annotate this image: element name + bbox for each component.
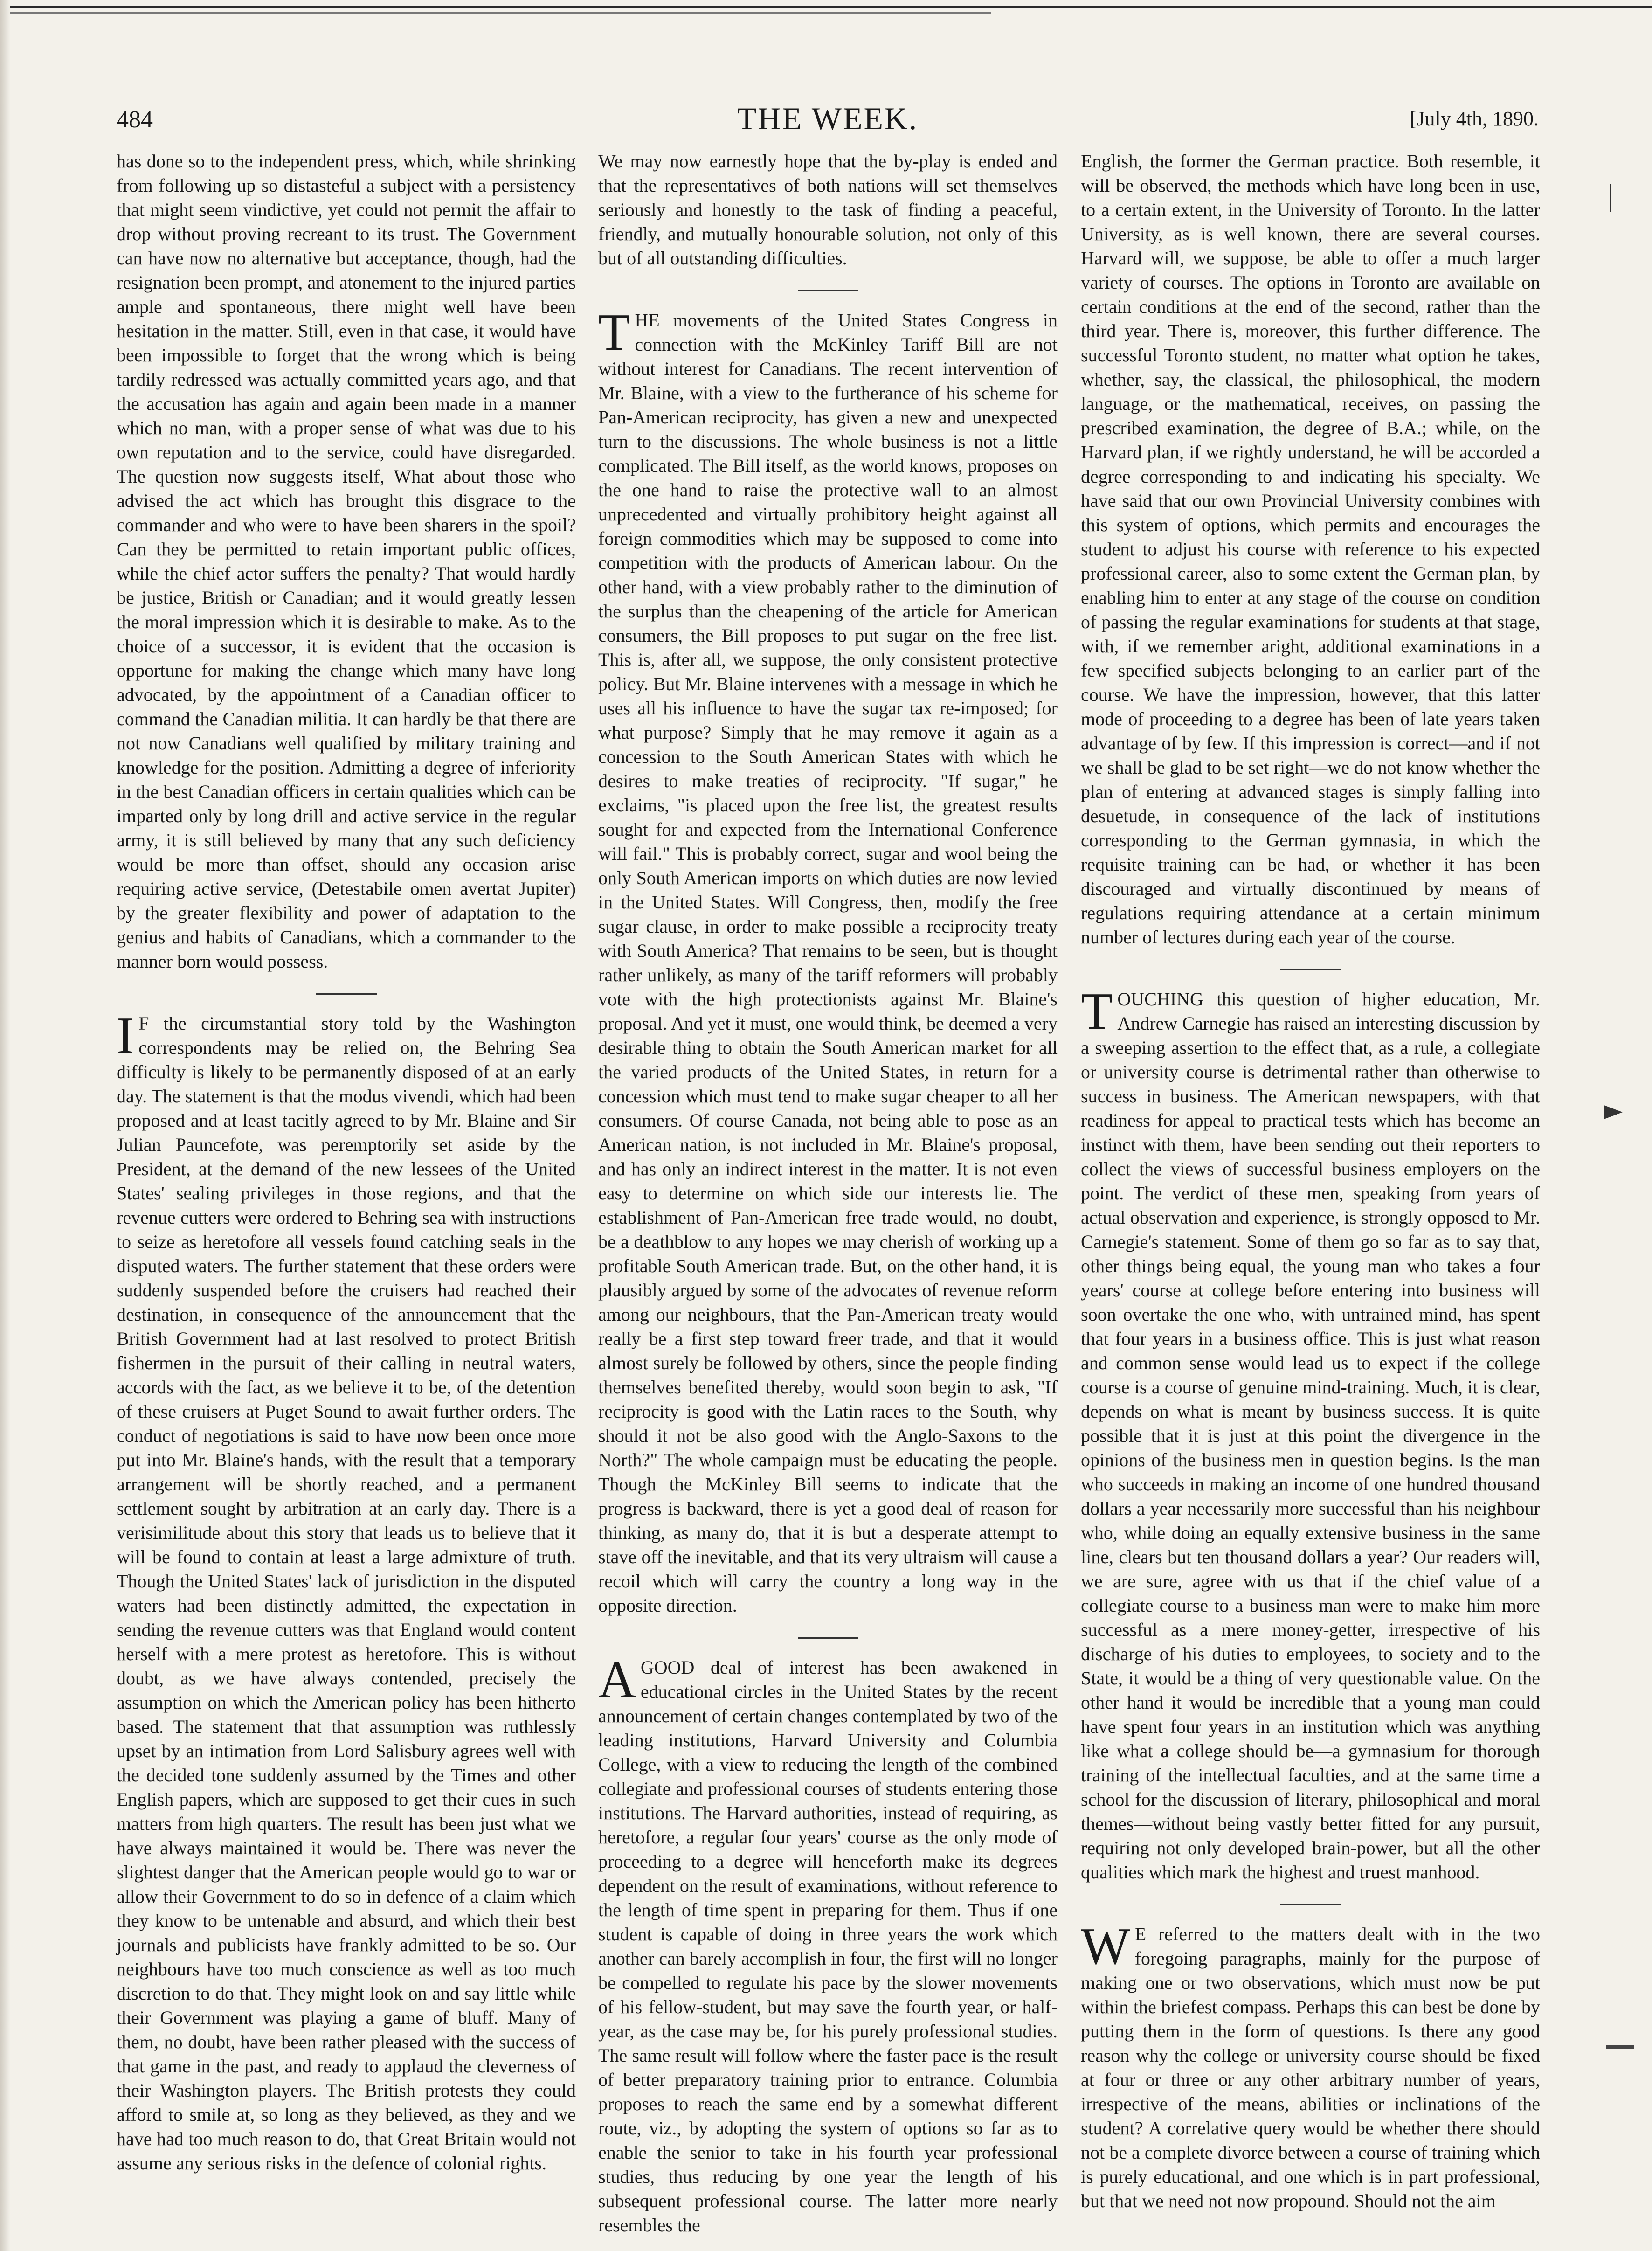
article-paragraph: English, the former the German practice. Both resemble, it will be observed, the methods which have long been in use, to a certain extent, in the University of Toronto. In the latter University, as is well known, there are several courses. Harvard will, we suppose, be able to offer a much larger variety of courses. The options in Toronto are available on certain conditions at the end of the second, rather than the third year. There is, moreover, this further difference. The successful Toronto student, no matter what option he takes, whether, say, the classical, the philosophical, the modern language, or the mathematical, receives, on passing the prescribed examination, the degree of B.A.; while, on the Harvard plan, if we rightly understand, he will be accorded a degree corresponding to and indicating his specialty. We have said that our own Provincial University combines with this system of options, which permits and encourages the student to adjust his course with reference to his expected professional career, also to some extent the German plan, by enabling him to enter at any stage of the course on condition of passing the regular examinations for students at that stage, with, if we remember aright, additional examinations in a few specified subjects belonging to an earlier part of the course. We have the impression, however, that this latter mode of proceeding to a degree has been of late years taken advantage of by few. If this impression is correct—and if not we shall be glad to be set right—we do not know whether the plan of entering at advanced stages is simply falling into desuetude, in consequence of the lack of institutions corresponding to the German gymnasia, in which the requisite training can be had, or whether it has been discouraged and virtually discontinued by means of regulations requiring attendance at a certain minimum number of lectures during each year of the course. bbox=[1081, 151, 1540, 948]
masthead-title: THE WEEK. bbox=[737, 101, 919, 136]
margin-mark bbox=[1604, 1105, 1623, 1119]
article-paragraph bbox=[598, 1651, 1058, 2237]
column-2 bbox=[598, 149, 1058, 2236]
drop-cap: I bbox=[117, 1007, 134, 1065]
top-border-line bbox=[0, 0, 1652, 19]
article-paragraph bbox=[117, 1007, 576, 2175]
drop-cap: T bbox=[1081, 983, 1113, 1040]
page-header bbox=[117, 100, 1539, 142]
drop-cap: T bbox=[598, 304, 630, 361]
page-left-edge bbox=[0, 0, 10, 2251]
paragraph-text: GOOD deal of interest has been awakened in educational circles in the United States by the recent announcement of certain changes contemplated by two of the leading institutions, Harvard University and Columbia College, with a view to reducing the length of the combined collegiate and professional courses of students entering those institutions. The Harvard authorities, instead of requiring, as heretofore, a regular four years' course as the only mode of proceeding to a degree will henceforth make its degrees dependent on the result of examinations, without reference to the length of time spent in preparing for them. Thus if one student is capable of doing in three years the work which another can barely accomplish in four, the first will no longer be compelled to regulate his pace by the slower movements of his fellow-student, but may save the fourth year, or half-year, as the case may be, for his purely professional studies. The same result will follow where the faster pace is the result of better preparatory training prior to entrance. Columbia proposes to reach the same end by a somewhat different route, viz., by adopting the system of options so far as to enable the senior to take in his fourth year professional studies, thus reducing by one year the length of his subsequent professional course. The latter more nearly resembles the bbox=[598, 1657, 1058, 2236]
paragraph-text: OUCHING this question of higher education, Mr. Andrew Carnegie has raised an interesting discussion by a sweeping assertion to the effect that, as a rule, a collegiate or university course is detrimental rather than otherwise to success in business. The American newspapers, with that readiness for appeal to practical tests which has become an instinct with them, have been sending out their reporters to collect the views of successful business employers on the point. The verdict of these men, speaking from years of actual observation and experience, is strongly opposed to Mr. Carnegie's statement. Some of them go so far as to say that, other things being equal, the young man who takes a four years' course at college before entering into business will soon overtake the one who, with untrained mind, has spent that four years in a business office. This is just what reason and common sense would lead us to expect if the college course is a course of genuine mind-training. Much, it is clear, depends on what is meant by business success. It is quite possible that it is just at this point the divergence in the opinions of the business men in question begins. Is the man who succeeds in making an income of one hundred thousand dollars a year necessarily more successful than his neighbour who, while doing an equally extensive business in the same line, clears but ten thousand dollars a year? Our readers will, we are sure, agree with us that if the chief value of a collegiate course to a business man were to make him more successful as a mere money-getter, irrespective of his discharge of his duties to employees, to society and to the State, it would be a thing of very questionable value. On the other hand it would be incredible that a young man could have spent four years in an institution which was anything like what a college should be—a gymnasium for thorough training of the intellectual faculties, and at the same time a school for the discussion of literary, philosophical and moral themes—without being vastly better fitted for any pursuit, requiring not only developed brain-power, but all the other qualities which mark the highest and truest manhood. bbox=[1081, 989, 1540, 1883]
section-divider bbox=[1280, 969, 1341, 970]
paragraph-text: F the circumstantial story told by the Washington correspondents may be relied on, the Behring Sea difficulty is likely to be permanently disposed of at an early day. The statement is that the modus vivendi, which had been proposed and at least tacitly agreed to by Mr. Blaine and Sir Julian Pauncefote, was peremptorily set aside by the President, at the demand of the new lessees of the United States' sealing privileges in those regions, and that the revenue cutters were ordered to Behring sea with instructions to seize as heretofore all vessels found catching seals in the disputed waters. The further statement that these orders were suddenly suspended before the cruisers had reached their destination, in consequence of the announcement that the British Government had at last resolved to protect British fishermen in the pursuit of their calling in neutral waters, accords with the fact, as we believe it to be, of the detention of these cruisers at Puget Sound to await further orders. The conduct of negotiations is said to have now been once more put into Mr. Blaine's hands, with the result that a temporary arrangement will be shortly reached, and a permanent settlement sought by arbitration at an early day. There is a verisimilitude about this story that leads us to believe that it will be found to contain at least a large admixture of truth. Though the United States' lack of jurisdiction in the disputed waters had been distinctly admitted, the expectation in sending the revenue cutters was that England would content herself with a mere protest as heretofore. This is without doubt, as we have always contended, precisely the assumption on which the American policy has been hitherto based. The statement that that assumption was ruthlessly upset by an intimation from Lord Salisbury agrees well with the decided tone suddenly assumed by the Times and other English papers, which are supposed to get their cues in such matters from high quarters. The result has been just what we have always maintained it would be. There was never the slightest danger that the American people would go to war or allow their Government to do so in defence of a claim which they know to be untenable and absurd, and which their best journals and publicists have frankly admitted to be so. Our neighbours have too much conscience as well as too much discretion to do that. They might look on and say little while their Government was playing a game of bluff. Many of them, no doubt, have been rather pleased with the success of that game in the past, and ready to applaud the cleverness of their Washington players. The British protests they could afford to smile at, so long as they believed, as they and we have had too much reason to do, that Great Britain would not assume any serious risks in the defence of colonial rights. bbox=[117, 1013, 576, 2174]
page-number: 484 bbox=[117, 106, 153, 133]
article-paragraph bbox=[1081, 983, 1540, 1884]
paragraph-text: HE movements of the United States Congress in connection with the McKinley Tariff Bill are not without interest for Canadians. The recent intervention of Mr. Blaine, with a view to the furtherance of his scheme for Pan-American reciprocity, has given a new and unexpected turn to the discussions. The whole business is not a little complicated. The Bill itself, as the world knows, proposes on the one hand to raise the protective wall to an almost unprecedented and virtually prohibitory height against all foreign commodities which may be supposed to come into competition with the products of American labour. On the other hand, with a view probably rather to the diminution of the surplus than the cheapening of the article for American consumers, the Bill proposes to put sugar on the free list. This is, after all, we suppose, the only consistent protective policy. But Mr. Blaine intervenes with a message in which he uses all his influence to have the sugar tax re-imposed; for what purpose? Simply that he may remove it again as a concession to the South American States with which he desires to make treaties of reciprocity. "If sugar," he exclaims, "is placed upon the free list, the greatest results sought for and expected from the International Conference will fail." This is probably correct, sugar and wool being the only South American imports on which duties are now levied in the United States. Will Congress, then, modify the free sugar clause, in order to make possible a reciprocity treaty with South America? That remains to be seen, but is thought rather unlikely, as many of the tariff reformers will probably vote with the high protectionists against Mr. Blaine's proposal. And yet it must, one would think, be deemed a very desirable thing to obtain the South American market for all the varied products of the United States, in return for a concession which must tend to make sugar cheaper to all her consumers. Of course Canada, not being able to pose as an American nation, is not included in Mr. Blaine's proposal, and has only an indirect interest in the matter. It is not even easy to determine on which side our interests lie. The establishment of Pan-American free trade would, no doubt, be a deathblow to any hopes we may cherish of working up a profitable South American trade. But, on the other hand, it is plausibly argued by some of the advocates of revenue reform among our neighbours, that the Pan-American treaty would really be a first step toward freer trade, and that it would almost surely be followed by others, since the people finding themselves benefited thereby, would soon begin to ask, "If reciprocity is good with the Latin races to the South, why should it not be also good with the Anglo-Saxons to the North?" The whole campaign must be educating the people. Though the McKinley Bill seems to indicate that the progress is backward, there is yet a good deal of reason for thinking, as many do, that it is but a desperate attempt to stave off the inevitable, and that its very ultraism will cause a recoil which will carry the country a long way in the opposite direction. bbox=[598, 310, 1058, 1616]
margin-mark bbox=[1606, 2045, 1634, 2049]
paragraph-text: E referred to the matters dealt with in the two foregoing paragraphs, mainly for the purpose of making one or two observations, which must now be put within the briefest compass. Perhaps this can best be done by putting them in the form of questions. Is there any good reason why the college or university course should be fixed at four or three or any other arbitrary number of years, irrespective of the means, abilities or inclinations of the student? A correlative query would be whether there should not be a complete divorce between a course of training which is purely educational, and one which is in part professional, but that we need not now propound. Should not the aim bbox=[1081, 1924, 1540, 2211]
column-1 bbox=[117, 149, 576, 2220]
section-divider bbox=[798, 1637, 858, 1639]
column-3 bbox=[1081, 149, 1540, 2220]
margin-mark bbox=[1610, 184, 1619, 212]
section-divider bbox=[316, 993, 377, 995]
drop-cap: A bbox=[598, 1651, 636, 1709]
section-divider bbox=[798, 290, 858, 291]
article-paragraph: has done so to the independent press, which, while shrinking from following up so distasteful a subject with a persistency that might seem vindictive, yet could not permit the affair to drop without proving recreant to its trust. The Government can have now no alternative but acceptance, though, had the resignation been prompt, and atonement to the injured parties ample and spontaneous, there might well have been hesitation in the matter. Still, even in that case, it would have been impossible to forget that the wrong which is being tardily redressed was actually committed years ago, and that the accusation has again and again been made in a manner which no man, with a proper sense of what was due to his own reputation and to the service, could have disregarded. The question now suggests itself, What about those who advised the act which has brought this disgrace to the commander and who were to have been sharers in the spoil? Can they be permitted to retain important public offices, while the chief actor suffers the penalty? That would hardly be justice, British or Canadian; and it would greatly lessen the moral impression which it is desirable to make. As to the choice of a successor, it is evident that the occasion is opportune for making the change which many have long advocated, by the appointment of a Canadian officer to command the Canadian militia. It can hardly be that there are not now Canadians well qualified by military training and knowledge for the position. Admitting a degree of inferiority in the best Canadian officers in certain qualities which can be imparted only by long drill and active service in the regular army, it is still believed by many that any such deficiency would be more than offset, should any occasion arise requiring active service, (Detestabile omen avertat Jupiter) by the greater flexibility and power of adaptation to the genius and habits of Canadians, which a commander to the manner born would possess. bbox=[117, 151, 576, 972]
article-paragraph bbox=[1081, 1918, 1540, 2213]
article-paragraph: We may now earnestly hope that the by-play is ended and that the representatives of both nations will set themselves seriously and honestly to the task of finding a peaceful, friendly, and mutually honourable solution, not only of this but of all outstanding difficulties. bbox=[598, 151, 1058, 269]
issue-date: [July 4th, 1890. bbox=[1410, 107, 1539, 130]
section-divider bbox=[1280, 1904, 1341, 1905]
drop-cap: W bbox=[1081, 1918, 1130, 1975]
article-paragraph bbox=[598, 304, 1058, 1618]
